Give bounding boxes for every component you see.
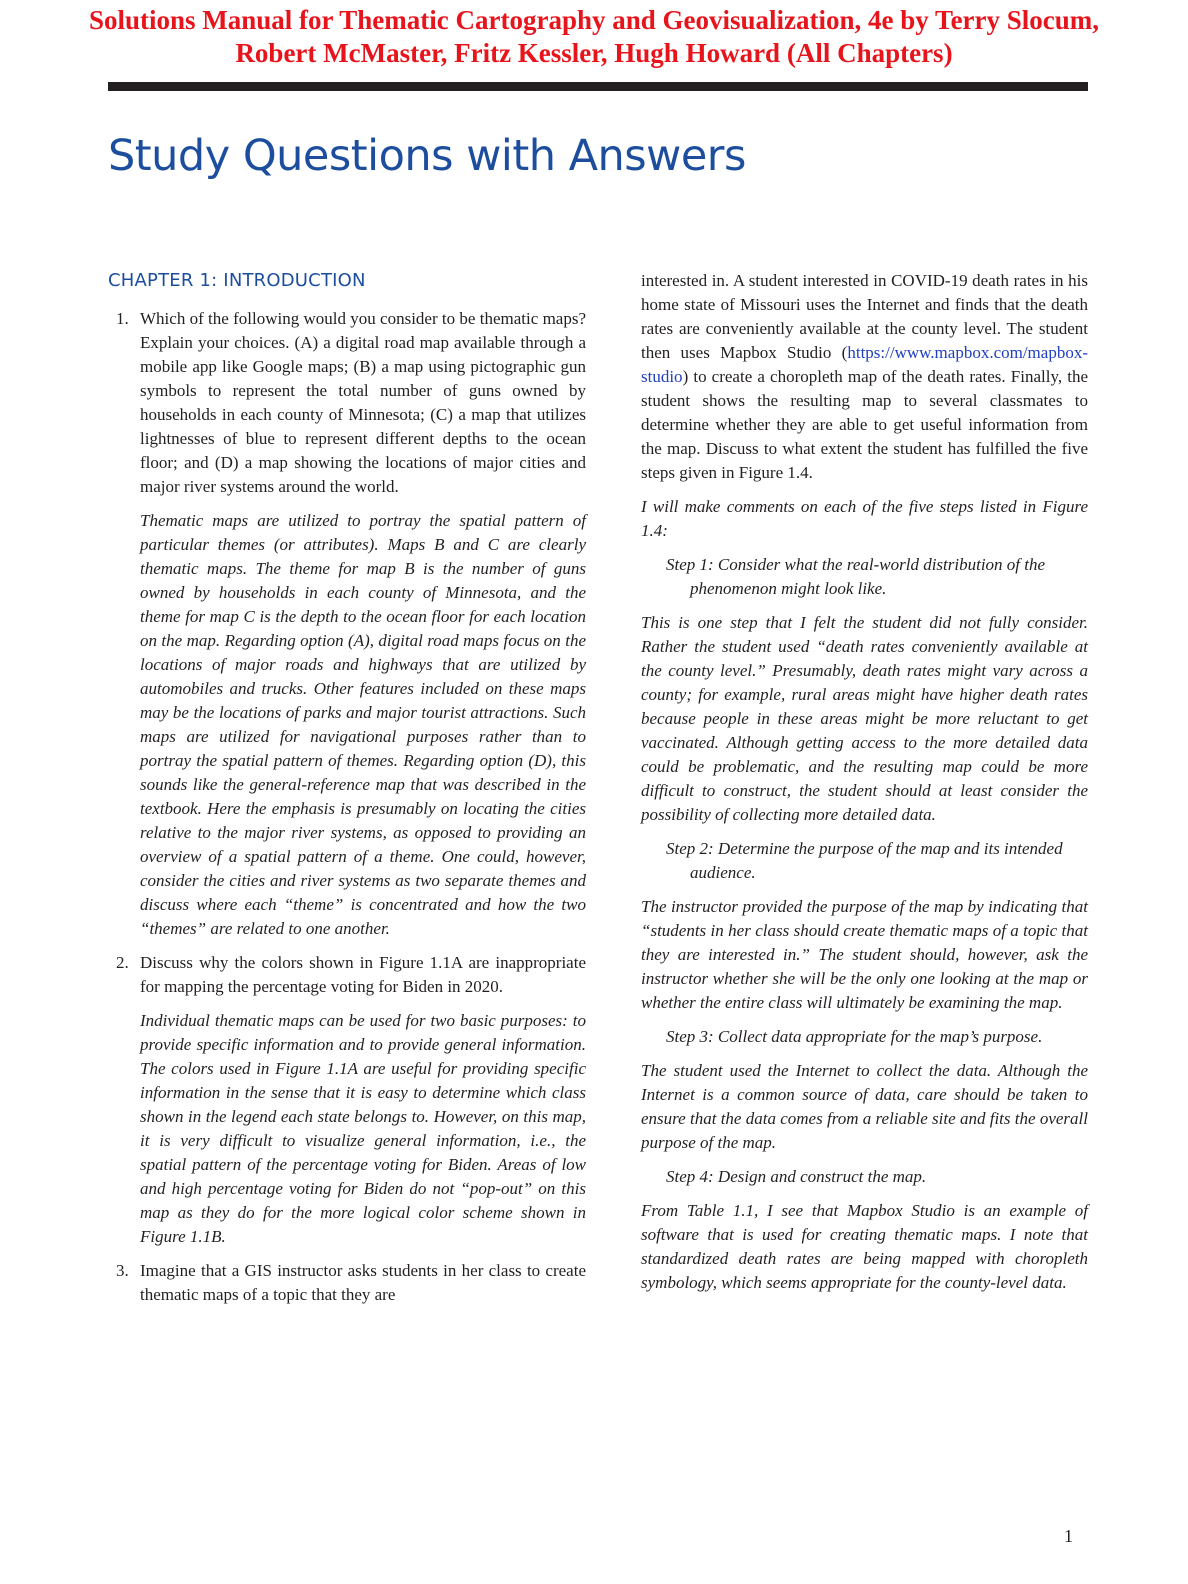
step-4-title: Step 4: Design and construct the map. (666, 1167, 927, 1186)
banner-line-2: Robert McMaster, Fritz Kessler, Hugh Howard (All Chapters) (235, 38, 953, 68)
question-text: Which of the following would you consider to be thematic maps? Explain your choices. (A) a digital road map available through a mobile app like Google maps; (B) a map using pictographic gun symbols to represent the total number of guns owned by households in each county of Minnesota; (C) a map that utilizes lightnesses of blue to represent different depths to the ocean floor; and (D) a map showing the locations of major cities and major river systems around the world. (140, 309, 586, 496)
answer-2: Individual thematic maps can be used for two basic purposes: to provide specific information and to provide general information. The colors used in Figure 1.1A are useful for providing specific information in the sense that it is easy to determine which class shown in the legend each state belongs to. However, on this map, it is very difficult to visualize general information, i.e., the spatial pattern of the percentage voting for Biden. Areas of low and high percentage voting for Biden do not “pop-out” on this map as they do for the more logical color scheme shown in Figure 1.1B. (140, 1011, 586, 1246)
step-1-comment: This is one step that I felt the student did not fully consider. Rather the student used “death rates conveniently available at the county level.” Presumably, death rates might vary across a county; for example, rural areas might have higher death rates because people in these areas might be more reluctant to get vaccinated. Although getting access to the more detailed data could be problematic, and the resulting map could be more difficult to construct, the student should at least consider the possibility of collecting more detailed data. (641, 613, 1088, 824)
banner-line-1: Solutions Manual for Thematic Cartography and Geovisualization, 4e by Terry Slocum, (88, 5, 1100, 35)
question-number: 2. (116, 953, 129, 972)
question-2 (108, 951, 586, 999)
step-2-comment: The instructor provided the purpose of the map by indicating that “students in her class should create thematic maps of a topic that they are interested in.” The student should, however, ask the instructor whether she will be the only one looking at the map or whether the entire class will ultimately be examining the map. (641, 897, 1088, 1012)
answer-3-intro: I will make comments on each of the five steps listed in Figure 1.4: (641, 497, 1088, 540)
page-title: Study Questions with Answers (108, 131, 746, 181)
left-column (108, 268, 586, 1317)
page-number: 1 (1064, 1526, 1073, 1546)
question-number: 3. (116, 1261, 129, 1280)
continuation-text-end: ) to create a choropleth map of the death rates. Finally, the student shows the resulting map to several classmates to determine whether they are able to get useful information from the map. Discuss to what extent the student has fulfilled the five steps given in Figure 1.4. (641, 367, 1088, 482)
continuation-text: interested in. A student interested in COVID-19 death rates in his home state of Missouri uses the Internet and finds that the death rates are conveniently available at the county level. The student then uses Mapbox Studio ( (641, 271, 1088, 362)
document-banner (60, 4, 1128, 70)
chapter-title: CHAPTER 1: INTRODUCTION (108, 270, 366, 291)
step-3-title: Step 3: Collect data appropriate for the map’s purpose. (666, 1027, 1043, 1046)
question-text: Imagine that a GIS instructor asks students in her class to create thematic maps of a topic that they are (140, 1261, 586, 1304)
question-text: Discuss why the colors shown in Figure 1.1A are inappropriate for mapping the percentage voting for Biden in 2020. (140, 953, 586, 996)
step-1-title: Step 1: Consider what the real-world distribution of the phenomenon might look like. (666, 555, 1046, 598)
step-2-title: Step 2: Determine the purpose of the map and its intended audience. (666, 839, 1063, 882)
mapbox-studio-link[interactable]: https://www.mapbox.com/mapbox-studio (641, 343, 1088, 386)
question-1 (108, 307, 586, 499)
question-3 (108, 1259, 586, 1307)
answer-1: Thematic maps are utilized to portray the spatial pattern of particular themes (or attributes). Maps B and C are clearly thematic maps. The theme for map B is the number of guns owned by households in each county of Minnesota, and the theme for map C is the depth to the ocean floor for each location on the map. Regarding option (A), digital road maps focus on the locations of major roads and highways that are utilized by automobiles and trucks. Other features included on these maps may be the locations of parks and major tourist attractions. Such maps are utilized for navigational purposes rather than to portray the spatial pattern of themes. Regarding option (D), this sounds like the general-reference map that was described in the textbook. Here the emphasis is presumably on locating the cities relative to the major river systems, as opposed to providing an overview of a spatial pattern of a theme. One could, however, consider the cities and river systems as two separate themes and discuss where each “theme” is concentrated and how the two “themes” are related to one another. (140, 511, 586, 938)
step-4-comment: From Table 1.1, I see that Mapbox Studio is an example of software that is used for creating thematic maps. I note that standardized death rates are being mapped with choropleth symbology, which seems appropriate for the county-level data. (641, 1201, 1088, 1292)
step-3-comment: The student used the Internet to collect the data. Although the Internet is a common source of data, care should be taken to ensure that the data comes from a reliable site and fits the overall purpose of the map. (641, 1061, 1088, 1152)
question-number: 1. (116, 309, 129, 328)
header-rule (108, 82, 1088, 91)
right-column (641, 269, 1088, 1305)
question-3-continuation (641, 269, 1088, 485)
